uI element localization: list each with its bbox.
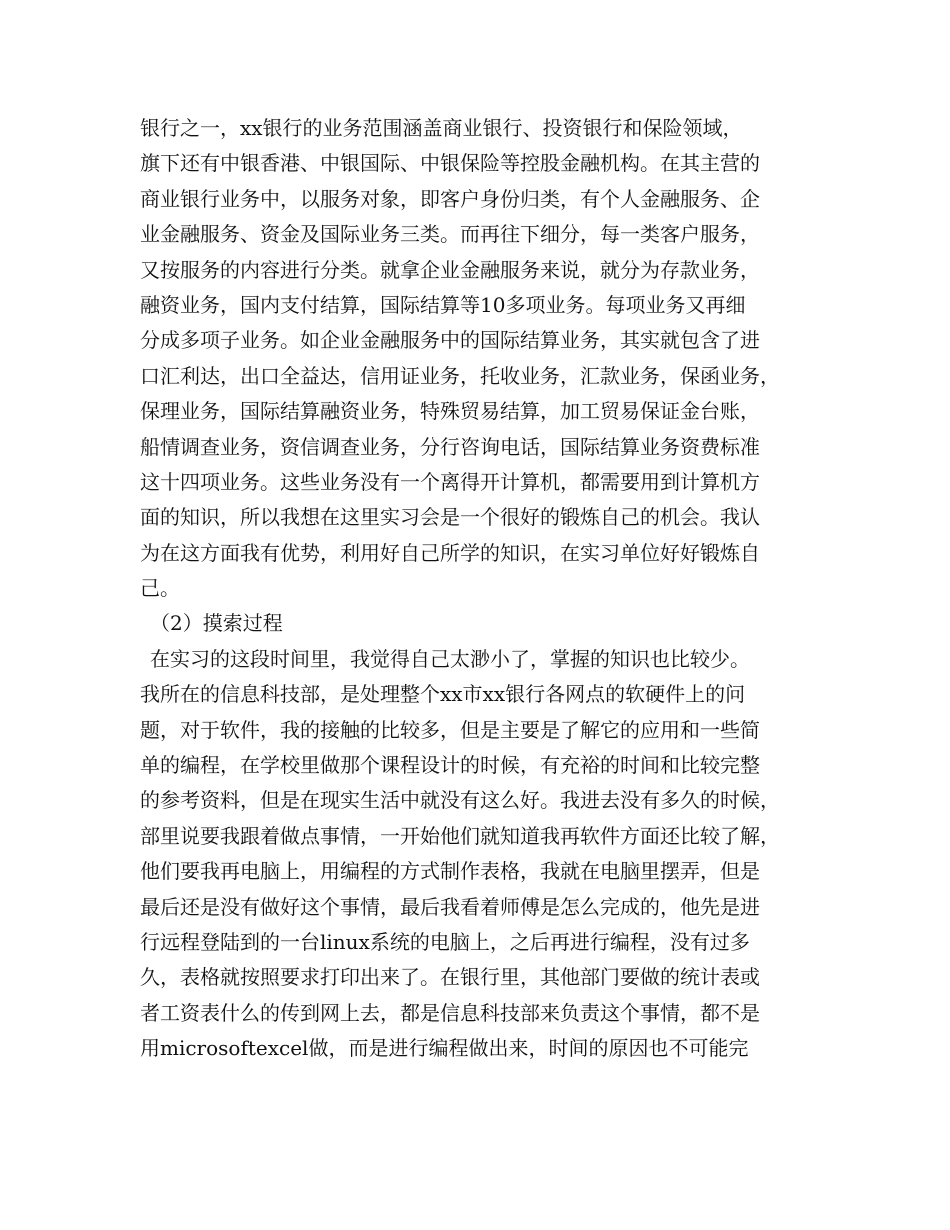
text-line: 保理业务，国际结算融资业务，特殊贸易结算，加工贸易保证金台账， [140,399,760,424]
text-line: 旗下还有中银香港、中银国际、中银保险等控股金融机构。在其主营的 [140,151,760,176]
text-line: 为在这方面我有优势，利用好自己所学的知识，在实习单位好好锻炼自 [140,540,760,565]
text-line: 这十四项业务。这些业务没有一个离得开计算机，都需要用到计算机方 [140,469,760,494]
text-line: 久，表格就按照要求打印出来了。在银行里，其他部门要做的统计表或 [140,965,760,990]
text-line: 船情调查业务，资信调查业务，分行咨询电话，国际结算业务资费标准 [140,434,760,459]
text-line: 己。 [140,576,180,601]
text-line: 业金融服务、资金及国际业务三类。而再往下细分，每一类客户服务， [140,222,760,247]
text-line: 分成多项子业务。如企业金融服务中的国际结算业务，其实就包含了进 [140,328,760,353]
text-line: 单的编程，在学校里做那个课程设计的时候，有充裕的时间和比较完整 [140,753,760,778]
text-line: 部里说要我跟着做点事情，一开始他们就知道我再软件方面还比较了解， [140,823,780,848]
paragraph-intro [140,111,830,606]
text-line: 在实习的这段时间里，我觉得自己太渺小了，掌握的知识也比较少。 [150,646,750,671]
document-body [140,111,830,1067]
text-line: 又按服务的内容进行分类。就拿企业金融服务来说，就分为存款业务， [140,257,760,282]
section-heading: （2）摸索过程 [150,611,283,636]
text-line: 的参考资料，但是在现实生活中就没有这么好。我进去没有多久的时候， [140,788,780,813]
text-line: 题，对于软件，我的接触的比较多，但是主要是了解它的应用和一些简 [140,717,760,742]
paragraph-exploration [140,642,830,1067]
text-line: 者工资表什么的传到网上去，都是信息科技部来负责这个事情，都不是 [140,1000,760,1025]
text-line: 最后还是没有做好这个事情，最后我看着师傅是怎么完成的，他先是进 [140,894,760,919]
text-line: 银行之一，xx银行的业务范围涵盖商业银行、投资银行和保险领域， [140,116,743,140]
text-line: 我所在的信息科技部，是处理整个xx市xx银行各网点的软硬件上的问 [140,682,746,707]
text-line: 他们要我再电脑上，用编程的方式制作表格，我就在电脑里摆弄，但是 [140,859,760,884]
text-line: 商业银行业务中，以服务对象，即客户身份归类，有个人金融服务、企 [140,186,760,211]
text-line: 行远程登陆到的一台linux系统的电脑上，之后再进行编程，没有过多 [140,929,750,954]
text-line: 面的知识，所以我想在这里实习会是一个很好的锻炼自己的机会。我认 [140,505,760,530]
text-line: 融资业务，国内支付结算，国际结算等10多项业务。每项业务又再细 [140,292,746,317]
text-line: 用microsoftexcel做，而是进行编程做出来，时间的原因也不可能完 [140,1036,749,1061]
text-line: 口汇利达，出口全益达，信用证业务，托收业务，汇款业务，保函业务， [140,363,780,388]
